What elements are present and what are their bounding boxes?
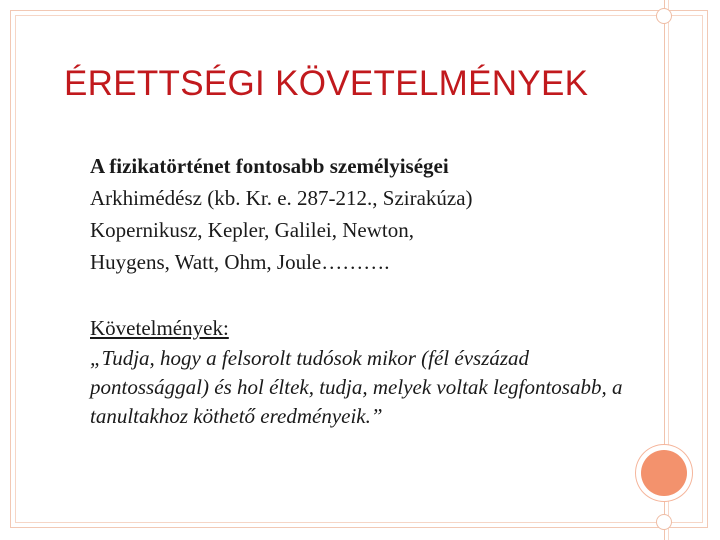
requirements-label: Követelmények:	[90, 316, 229, 340]
requirements-heading	[90, 312, 635, 344]
paragraph-spacer	[90, 278, 635, 312]
slide-title: ÉRETTSÉGI KÖVETELMÉNYEK	[64, 64, 589, 103]
section-heading: A fizikatörténet fontosabb személyiségei	[90, 154, 449, 178]
requirements-quote: „Tudja, hogy a felsorolt tudósok mikor (fél évszázad pontossággal) és hol éltek, tudja, melyek voltak legfontosabb, a tanultakhoz köthető eredményeik.”	[90, 346, 623, 428]
scientist-line-1: Arkhimédész (kb. Kr. e. 287-212., Szirakúza)	[90, 186, 473, 210]
scientist-line-2: Kopernikusz, Kepler, Galilei, Newton,	[90, 218, 414, 242]
decorative-circle-top	[656, 8, 672, 24]
decorative-accent-circle	[641, 450, 687, 496]
decorative-circle-bottom	[656, 514, 672, 530]
scientist-line-3: Huygens, Watt, Ohm, Joule……….	[90, 250, 390, 274]
slide-body	[90, 150, 635, 431]
